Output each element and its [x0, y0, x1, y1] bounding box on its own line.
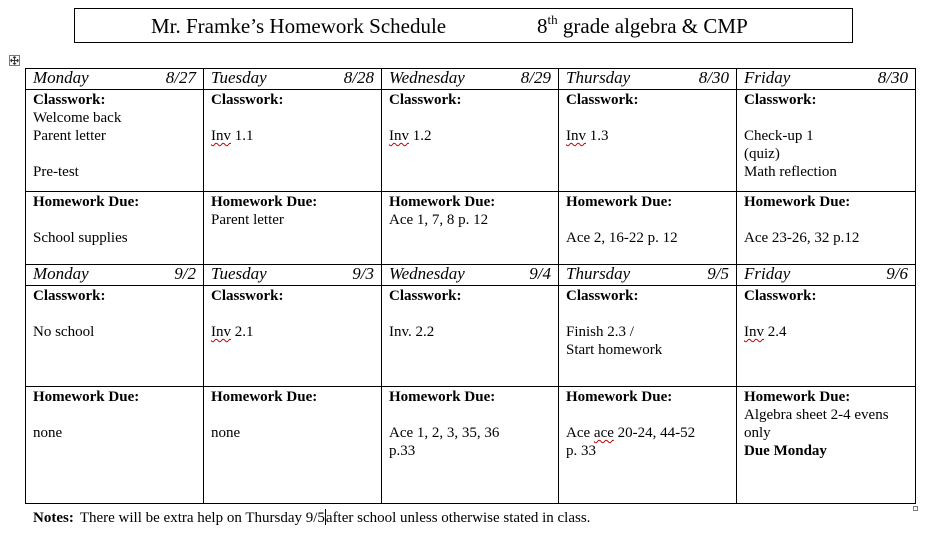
blank-line [744, 109, 908, 127]
classwork-row [26, 286, 916, 387]
day-header-cell [737, 265, 916, 286]
day-date: 8/27 [165, 68, 196, 87]
cell-line: Check-up 1 [744, 128, 814, 144]
day-heading [389, 69, 551, 87]
classwork-cell[interactable] [382, 90, 559, 192]
homework-label: Homework Due: [389, 194, 496, 210]
blank-line [389, 406, 551, 424]
notes-text-after: after school unless otherwise stated in class. [325, 510, 591, 526]
day-date: 8/30 [698, 68, 729, 87]
spellcheck-word: Inv [211, 128, 231, 144]
due-monday-emphasis: Due Monday [744, 443, 827, 459]
day-date: 9/6 [886, 264, 908, 283]
blank-line [211, 305, 374, 323]
day-name: Monday [33, 264, 89, 283]
day-header-cell [204, 69, 382, 90]
classwork-label: Classwork: [33, 92, 106, 108]
day-heading [744, 69, 908, 87]
classwork-label: Classwork: [389, 92, 462, 108]
homework-cell[interactable] [204, 192, 382, 265]
blank-line [33, 305, 196, 323]
cell-line: p.33 [389, 443, 416, 459]
homework-cell[interactable] [559, 387, 737, 504]
cell-line: Parent letter [33, 128, 106, 144]
grade-suffix: th [547, 12, 558, 27]
blank-line [566, 211, 729, 229]
cell-line: Ace 1, 7, 8 p. 12 [389, 212, 489, 228]
cell-line: Inv 1.2 [389, 128, 432, 144]
cell-line: Parent letter [211, 212, 284, 228]
spellcheck-word: Inv [744, 324, 764, 340]
day-name: Friday [744, 264, 791, 283]
grade-number: 8 [537, 14, 548, 38]
homework-label: Homework Due: [33, 194, 140, 210]
day-heading [744, 265, 908, 283]
table-resize-handle[interactable] [913, 506, 918, 511]
day-name: Thursday [566, 68, 631, 87]
title-box [74, 8, 853, 43]
day-header-cell [737, 69, 916, 90]
cell-line: none [211, 425, 241, 441]
cell-line: Inv 1.1 [211, 128, 254, 144]
page-title: Mr. Framke’s Homework Schedule [151, 14, 447, 38]
cell-line: p. 33 [566, 443, 596, 459]
day-header-cell [204, 265, 382, 286]
cell-line: Algebra sheet 2-4 evens [744, 407, 889, 423]
cell-line: Ace 2, 16-22 p. 12 [566, 230, 678, 246]
notes-label: Notes: [33, 510, 74, 526]
cell-line: Ace 23-26, 32 p.12 [744, 230, 860, 246]
spellcheck-word: Inv [211, 324, 231, 340]
homework-label: Homework Due: [389, 389, 496, 405]
schedule-table [25, 68, 916, 504]
homework-cell[interactable] [26, 387, 204, 504]
day-header-cell [26, 265, 204, 286]
cell-line: Inv 1.3 [566, 128, 609, 144]
homework-label: Homework Due: [744, 389, 851, 405]
cell-line: No school [33, 324, 95, 340]
blank-line [33, 406, 196, 424]
cell-line: Welcome back [33, 110, 122, 126]
homework-cell[interactable] [204, 387, 382, 504]
day-name: Thursday [566, 264, 631, 283]
classwork-cell[interactable] [737, 90, 916, 192]
day-date: 9/5 [707, 264, 729, 283]
homework-label: Homework Due: [566, 389, 673, 405]
cell-line: (quiz) [744, 146, 780, 162]
day-header-cell [559, 265, 737, 286]
day-name: Friday [744, 68, 791, 87]
blank-line [33, 145, 196, 163]
homework-row [26, 192, 916, 265]
day-header-cell [559, 69, 737, 90]
cell-line: Ace 1, 2, 3, 35, 36 [389, 425, 500, 441]
spellcheck-word: Inv [566, 128, 586, 144]
day-heading [566, 69, 729, 87]
homework-cell[interactable] [559, 192, 737, 265]
day-date: 8/30 [877, 68, 908, 87]
day-heading [33, 265, 196, 283]
classwork-cell[interactable] [204, 90, 382, 192]
homework-label: Homework Due: [211, 389, 318, 405]
homework-label: Homework Due: [566, 194, 673, 210]
cell-line: Inv 2.1 [211, 324, 254, 340]
day-name: Tuesday [211, 68, 267, 87]
grade-text: grade algebra & CMP [557, 14, 748, 38]
homework-cell[interactable] [737, 192, 916, 265]
day-date: 9/2 [174, 264, 196, 283]
classwork-cell[interactable] [26, 286, 204, 387]
classwork-cell[interactable] [26, 90, 204, 192]
day-header-cell [382, 265, 559, 286]
homework-cell[interactable] [382, 387, 559, 504]
classwork-label: Classwork: [389, 288, 462, 304]
blank-line [566, 109, 729, 127]
classwork-cell[interactable] [559, 90, 737, 192]
spellcheck-word: ace [593, 425, 614, 441]
classwork-label: Classwork: [211, 92, 284, 108]
day-name: Wednesday [389, 264, 465, 283]
blank-line [33, 211, 196, 229]
blank-line [744, 305, 908, 323]
cell-line: Finish 2.3 / [566, 324, 634, 340]
blank-line [744, 211, 908, 229]
classwork-row [26, 90, 916, 192]
homework-cell[interactable] [737, 387, 916, 504]
classwork-label: Classwork: [744, 288, 817, 304]
notes-line [33, 509, 590, 527]
classwork-label: Classwork: [33, 288, 106, 304]
day-header-cell [26, 69, 204, 90]
classwork-label: Classwork: [566, 92, 639, 108]
cell-line: Pre-test [33, 164, 79, 180]
blank-line [566, 406, 729, 424]
grade-subtitle [537, 14, 748, 39]
day-date: 8/29 [520, 68, 551, 87]
day-heading [389, 265, 551, 283]
day-name: Monday [33, 68, 89, 87]
day-header-cell [382, 69, 559, 90]
cell-line: Inv. 2.2 [389, 324, 435, 340]
day-heading [566, 265, 729, 283]
homework-label: Homework Due: [211, 194, 318, 210]
classwork-cell[interactable] [559, 286, 737, 387]
day-date: 9/3 [352, 264, 374, 283]
day-name: Tuesday [211, 264, 267, 283]
cell-line: Inv 2.4 [744, 324, 787, 340]
cell-line: Math reflection [744, 164, 837, 180]
blank-line [566, 305, 729, 323]
homework-cell[interactable] [382, 192, 559, 265]
day-heading [211, 265, 374, 283]
day-heading [211, 69, 374, 87]
homework-cell[interactable] [26, 192, 204, 265]
blank-line [211, 406, 374, 424]
homework-row [26, 387, 916, 504]
cell-line: Start homework [566, 342, 663, 358]
day-date: 9/4 [529, 264, 551, 283]
day-heading [33, 69, 196, 87]
classwork-label: Classwork: [211, 288, 284, 304]
blank-line [211, 109, 374, 127]
day-header-row [26, 265, 916, 286]
homework-label: Homework Due: [744, 194, 851, 210]
classwork-label: Classwork: [566, 288, 639, 304]
classwork-label: Classwork: [744, 92, 817, 108]
notes-text-before: There will be extra help on Thursday 9/5 [79, 510, 325, 526]
day-header-row [26, 69, 916, 90]
cell-line: Ace ace 20-24, 44-52 [566, 425, 696, 441]
cell-line: only [744, 425, 771, 441]
day-name: Wednesday [389, 68, 465, 87]
blank-line [389, 305, 551, 323]
cell-line: School supplies [33, 230, 128, 246]
table-move-handle-icon[interactable] [9, 55, 20, 66]
spellcheck-word: Inv [389, 128, 409, 144]
cell-line: none [33, 425, 63, 441]
homework-label: Homework Due: [33, 389, 140, 405]
blank-line [389, 109, 551, 127]
classwork-cell[interactable] [737, 286, 916, 387]
day-date: 8/28 [343, 68, 374, 87]
classwork-cell[interactable] [204, 286, 382, 387]
classwork-cell[interactable] [382, 286, 559, 387]
